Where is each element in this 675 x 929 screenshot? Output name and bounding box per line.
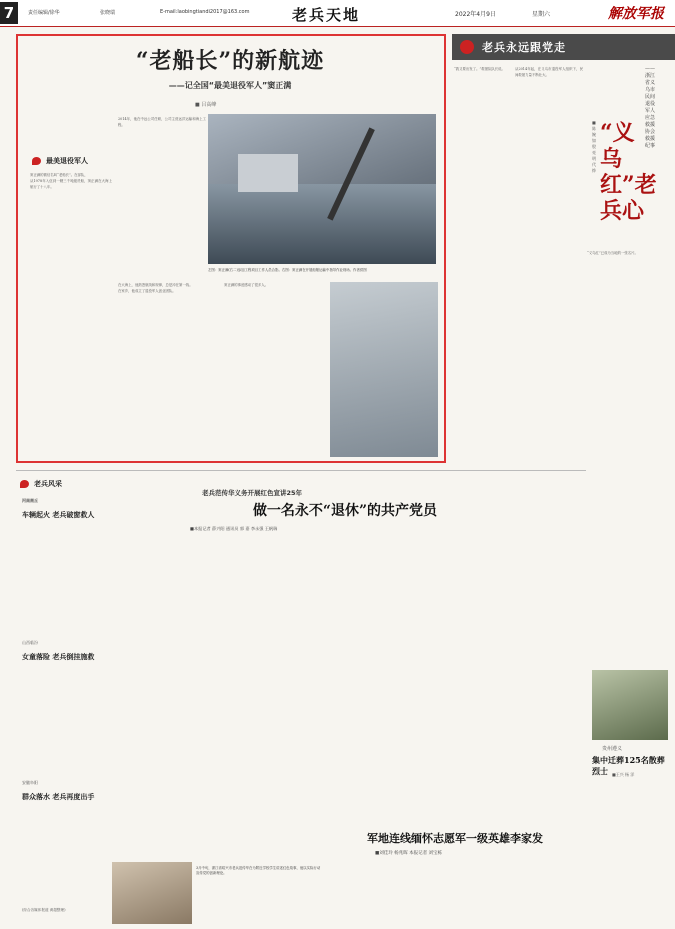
feature4-title: 集中迁葬125名散葬烈士 bbox=[592, 755, 665, 776]
sidebar-col3 bbox=[587, 250, 667, 570]
brief-note-3 bbox=[22, 780, 104, 802]
section-divider bbox=[16, 470, 586, 471]
sidebar-paragraph: 从2014年起，在义乌市退役军人组织下，民间救援力量不断壮大。 bbox=[515, 67, 583, 78]
main-paragraph: 2014年，他在中远公司任职，公司主营远洋运输和海上工程。 bbox=[118, 117, 206, 128]
sidebar-banner bbox=[452, 34, 675, 60]
brief-note-1-body bbox=[22, 530, 106, 610]
brief-note-2 bbox=[22, 640, 104, 662]
main-paragraph: 在家乡，他成立了退役军人创业团队。 bbox=[118, 289, 176, 294]
ship-photo bbox=[208, 114, 436, 264]
editor-line: 责任编辑/徐华 bbox=[28, 10, 60, 16]
construction-photo bbox=[330, 282, 438, 457]
main-article-title: “老船长”的新航迹 bbox=[135, 48, 325, 74]
main-photo-caption: 左图：窦正满(右二)参加工程项目工作人员合影。右图：窦正满在开展船舶运输中指导作业现场。作者供图 bbox=[208, 268, 367, 272]
main-paragraph: 窦正满的事迹感动了很多人。 bbox=[224, 283, 269, 287]
feature2-caption: 3月中旬，浙江省绍兴市老兵范传华在为附近学校学生讲述红色故事，他以实际行动宣传党的创新理论。 bbox=[196, 866, 321, 875]
feature2-photo bbox=[112, 862, 192, 924]
issue-date: 2022年4月9日 bbox=[455, 11, 496, 18]
brief-title: 车辆起火 老兵破窗救人 bbox=[22, 511, 95, 519]
sidebar-col1 bbox=[454, 66, 512, 460]
ship-deck-shape bbox=[208, 184, 436, 264]
ship-bridge-shape bbox=[238, 154, 298, 192]
sidebar-col2 bbox=[515, 66, 583, 460]
main-article-col1 bbox=[30, 172, 112, 457]
brief-region: 安徽阜阳 bbox=[22, 780, 38, 785]
main-paragraph: 窦正满的微信名叫“老船长”。在部队， bbox=[30, 173, 88, 177]
main-article-col2 bbox=[118, 116, 206, 216]
brief-region: 河南商丘 bbox=[22, 498, 38, 503]
page-section-title: 老兵天地 bbox=[292, 6, 361, 24]
feature4-region: 贵州遵义 bbox=[602, 746, 623, 752]
sidebar-paragraph: “义乌红”已成为当地的一张名片。 bbox=[587, 251, 638, 255]
page-header bbox=[0, 0, 675, 27]
sidebar-paragraph: “我又要出发了。”救援队队长说。 bbox=[454, 67, 505, 71]
brief-title: 女童落险 老兵倒挂施救 bbox=[22, 653, 95, 661]
sidebar-author: ■ 陈婉如 殷亮明 代烨 bbox=[592, 120, 596, 173]
sidebar-vertical-subtitle: ——浙江省义乌市民间退役军人应急救援协会救援纪事 bbox=[645, 66, 656, 149]
feature3-body bbox=[330, 862, 580, 924]
issue-weekday: 星期六 bbox=[532, 11, 551, 18]
section-tag-best-veteran: 最美退役军人 bbox=[30, 155, 88, 167]
brief-region: 山西临汾 bbox=[22, 640, 38, 645]
newspaper-logo: 解放军报 bbox=[608, 6, 664, 22]
feature4-author: ■王兴 杨 洋 bbox=[612, 772, 635, 777]
main-article-col3 bbox=[118, 282, 218, 457]
sidebar-vertical-title: “义乌红”老兵心 bbox=[600, 120, 657, 224]
feature3-byline: ■刘佳玲 杨兆晖 本报记者 刘宝栋 bbox=[375, 851, 443, 856]
feature2-title: 做一名永不“退休”的共产党员 bbox=[252, 503, 438, 519]
feature2-kicker: 老兵范传华义务开展红色宣讲25年 bbox=[202, 489, 303, 497]
feature2-body bbox=[112, 545, 512, 855]
feature4-photo bbox=[592, 670, 668, 740]
main-article-col4 bbox=[224, 282, 324, 457]
main-article-author: ■ 吕高峰 bbox=[195, 102, 217, 108]
main-paragraph: 从1978年入伍到一艘三千吨级货船，窦正满在大海上航行了十八年。 bbox=[30, 179, 112, 190]
feature3-title: 军地连线缅怀志愿军一级英雄李家发 bbox=[367, 832, 543, 845]
page-number: 7 bbox=[0, 2, 18, 24]
main-article-subtitle: ——记全国“最美退役军人”窦正满 bbox=[168, 81, 292, 90]
proofreader-line: 张晓瑞 bbox=[100, 10, 116, 16]
party-emblem-icon bbox=[460, 40, 474, 54]
brief-title: 群众落水 老兵再度出手 bbox=[22, 793, 95, 801]
feature4-body bbox=[592, 782, 670, 922]
brief-credit: (综合各媒体报道 黄超整理) bbox=[22, 908, 66, 912]
section-tag-veteran-style: 老兵风采 bbox=[18, 478, 62, 490]
brief-note-1 bbox=[22, 498, 104, 520]
sidebar-column-title: 老兵永远跟党走 bbox=[482, 41, 566, 54]
main-paragraph: 在大海上，他熟悉航线和规律，总是冲在第一线。 bbox=[118, 283, 193, 287]
feature2-byline: ■本报记者 薛兴阳 通讯员 郭 嘉 李永强 王帆瑞 bbox=[190, 526, 278, 531]
email-line: E-mail:laobingtiandi2017@163.com bbox=[160, 9, 250, 15]
